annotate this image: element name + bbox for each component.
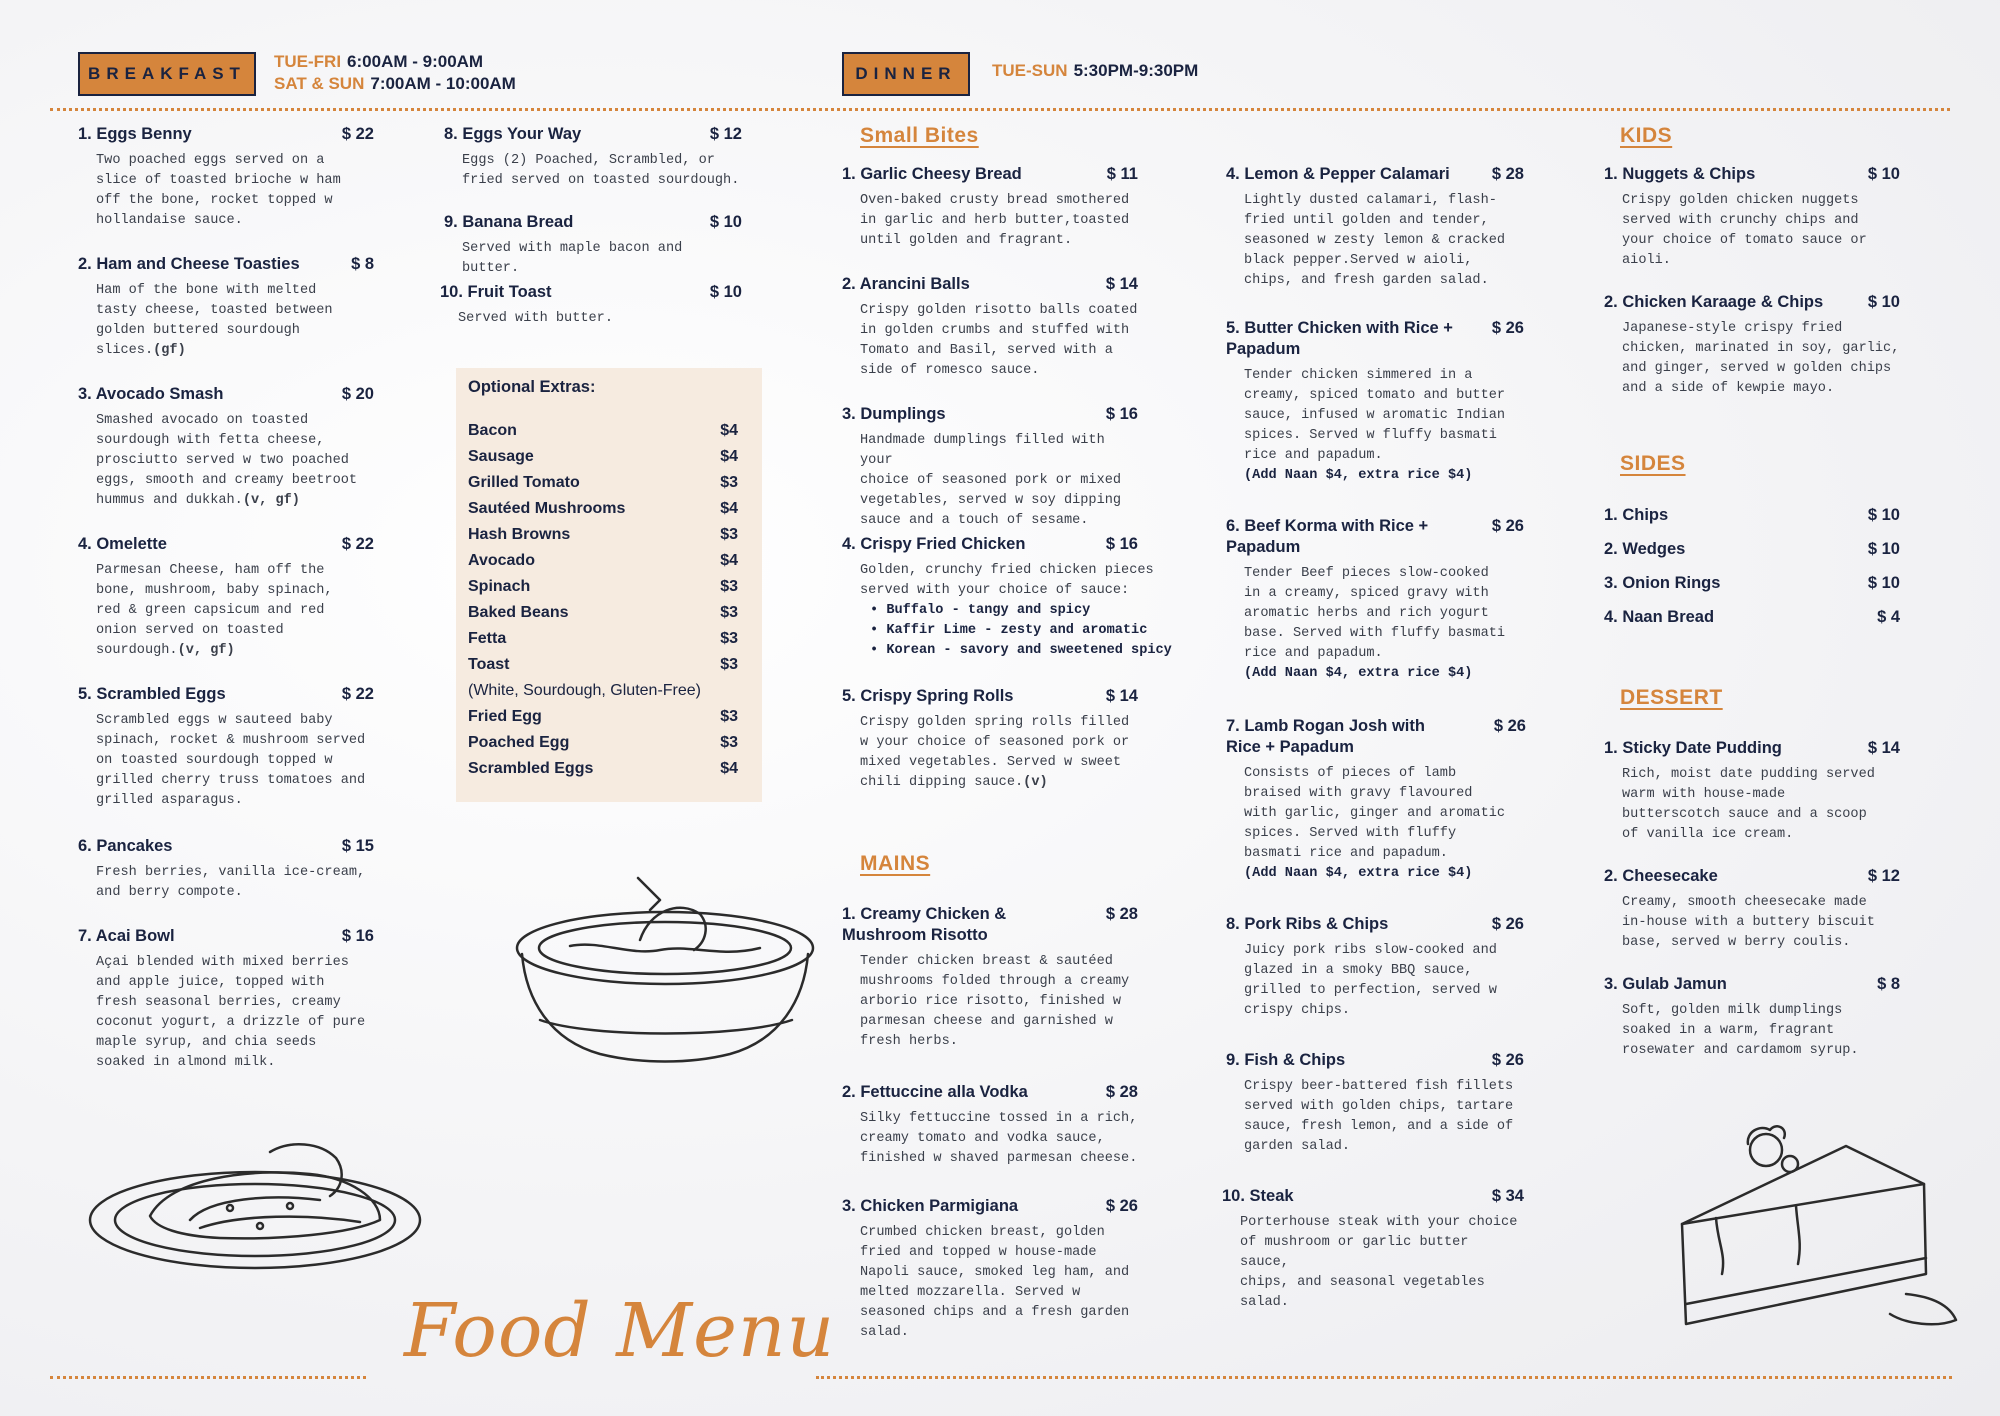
extra-name: Bacon — [468, 422, 517, 439]
add-on-note: (Add Naan $4, extra rice $4) — [1244, 666, 1473, 681]
item-price: $ 8 — [351, 255, 374, 273]
item-description: Tender Beef pieces slow-cooked in a creamy, spiced gravy with aromatic herbs and rich yogurt base. Served with fluffy basmati rice and papadum. — [1244, 566, 1506, 661]
item-description: Japanese-style crispy fried chicken, marinated in soy, garlic, and ginger, served w golden chips and a side of kewpie mayo. — [1622, 321, 1900, 396]
hours-days: SAT & SUN — [274, 74, 365, 93]
mains-item — [1226, 516, 1524, 684]
mains-item — [1226, 914, 1524, 1021]
item-name: 8. Eggs Your Way — [444, 125, 582, 143]
item-desc-text: Crispy golden spring rolls filled w your choice of seasoned pork or mixed vegetables. Served w sweet chili dipping sauce. — [860, 715, 1130, 790]
diet-tag: (v, gf) — [177, 643, 235, 658]
item-description: Porterhouse steak with your choice of mushroom or garlic butter sauce, chips, and seasonal vegetables salad. — [1240, 1215, 1518, 1310]
item-description: Two poached eggs served on a slice of toasted brioche w ham off the bone, rocket topped w hollandaise sauce. — [96, 153, 341, 228]
cheesecake-slice-illustration — [1676, 1124, 1966, 1344]
extra-price: $4 — [720, 448, 738, 465]
extra-row — [468, 524, 738, 546]
sides-item — [1604, 540, 1900, 559]
extra-price: $3 — [720, 656, 738, 673]
breakfast-item — [78, 124, 374, 231]
item-description: Golden, crunchy fried chicken pieces served with your choice of sauce: — [860, 563, 1154, 598]
section-title-small-bites: Small Bites — [860, 124, 979, 147]
item-description — [860, 713, 1138, 793]
item-price: $ 28 — [1491, 165, 1524, 183]
kids-item — [1604, 164, 1900, 271]
item-description: Consists of pieces of lamb braised with gravy flavoured with garlic, ginger and aromatic spices. Served with fluffy basmati rice and papadum. — [1244, 766, 1506, 861]
item-price: $ 20 — [341, 385, 374, 403]
extra-price: $3 — [720, 578, 738, 595]
hours-time: 5:30PM-9:30PM — [1073, 61, 1199, 80]
item-name: 4. Lemon & Pepper Calamari — [1226, 165, 1450, 183]
breakfast-item — [78, 254, 374, 361]
footer-divider-right — [816, 1376, 1952, 1379]
sauce-option: • Kaffir Lime - zesty and aromatic — [870, 623, 1148, 638]
extra-name: Grilled Tomato — [468, 474, 580, 491]
item-name: 5. Scrambled Eggs — [78, 685, 226, 703]
optional-extras-panel — [456, 368, 762, 802]
item-name: 3. Chicken Parmigiana — [842, 1197, 1019, 1215]
item-name: 9. Fish & Chips — [1226, 1051, 1346, 1069]
item-name: 6. Beef Korma with Rice + Papadum — [1226, 517, 1429, 556]
item-name: 9. Banana Bread — [444, 213, 574, 231]
extra-name: Sautéed Mushrooms — [468, 500, 626, 517]
extra-row — [468, 654, 738, 676]
item-price: $ 22 — [341, 535, 374, 553]
item-name: 3. Dumplings — [842, 405, 946, 423]
header-divider — [50, 108, 1950, 111]
item-description: Crispy golden chicken nuggets served with crunchy chips and your choice of tomato sauce or aioli. — [1622, 193, 1867, 268]
item-price: $ 4 — [1877, 608, 1900, 626]
item-description: Oven-baked crusty bread smothered in garlic and herb butter,toasted until golden and fragrant. — [860, 193, 1130, 248]
item-description: Silky fettuccine tossed in a rich, creamy tomato and vodka sauce, finished w shaved parmesan cheese. — [860, 1111, 1138, 1166]
extra-name: Spinach — [468, 578, 531, 595]
item-name: 1. Eggs Benny — [78, 125, 192, 143]
item-price: $ 10 — [1867, 574, 1900, 592]
sauce-option: • Korean - savory and sweetened spicy — [870, 643, 1172, 658]
mains-item — [1226, 164, 1524, 291]
item-name: 1. Nuggets & Chips — [1604, 165, 1756, 183]
hours-time: 6:00AM - 9:00AM — [347, 52, 484, 71]
item-description: Fresh berries, vanilla ice-cream, and berry compote. — [96, 865, 366, 900]
kids-item — [1604, 292, 1900, 399]
item-description: Açai blended with mixed berries and apple juice, topped with fresh seasonal berries, creamy coconut yogurt, a drizzle of pure maple syrup, and chia seeds soaked in almond milk. — [96, 955, 366, 1070]
extra-row — [468, 758, 738, 780]
item-description: Scrambled eggs w sauteed baby spinach, rocket & mushroom served on toasted sourdough topped w grilled cherry truss tomatoes and grilled asparagus. — [96, 713, 366, 808]
item-price: $ 16 — [341, 927, 374, 945]
item-name: 2. Chicken Karaage & Chips — [1604, 293, 1824, 311]
item-price: $ 14 — [1867, 739, 1900, 757]
item-description: Handmade dumplings filled with your choice of seasoned pork or mixed vegetables, served w soy dipping sauce and a touch of sesame. — [860, 433, 1122, 528]
add-on-note: (Add Naan $4, extra rice $4) — [1244, 866, 1473, 881]
extra-price: $3 — [720, 734, 738, 751]
item-name: 4. Naan Bread — [1604, 608, 1715, 626]
item-name: 3. Gulab Jamun — [1604, 975, 1727, 993]
item-description: Served with butter. — [458, 311, 613, 326]
item-price: $ 12 — [709, 125, 742, 143]
item-description: Crispy golden risotto balls coated in golden crumbs and stuffed with Tomato and Basil, served with a side of romesco sauce. — [860, 303, 1138, 378]
breakfast-item — [78, 534, 374, 661]
sides-item — [1604, 608, 1900, 627]
item-price: $ 28 — [1105, 1083, 1138, 1101]
add-on-note: (Add Naan $4, extra rice $4) — [1244, 468, 1473, 483]
item-description — [96, 281, 374, 361]
item-price: $ 10 — [1867, 293, 1900, 311]
item-description: Tender chicken breast & sautéed mushrooms folded through a creamy arborio rice risotto, finished w parmesan cheese and garnished w fresh herbs. — [860, 954, 1130, 1049]
extra-row — [468, 420, 738, 442]
item-price: $ 12 — [1867, 867, 1900, 885]
mains-item — [1222, 1186, 1524, 1313]
extra-price: $4 — [720, 552, 738, 569]
item-price: $ 16 — [1105, 405, 1138, 423]
item-name: 1. Sticky Date Pudding — [1604, 739, 1782, 757]
extra-name: Avocado — [468, 552, 535, 569]
item-name: 1. Creamy Chicken & Mushroom Risotto — [842, 905, 1007, 944]
extras-title: Optional Extras: — [468, 378, 596, 396]
item-price: $ 10 — [1867, 506, 1900, 524]
dinner-badge: DINNER — [842, 52, 970, 96]
breakfast-item — [78, 684, 374, 811]
sauce-option: • Buffalo - tangy and spicy — [870, 603, 1091, 618]
diet-tag: (v, gf) — [242, 493, 300, 508]
item-price: $ 22 — [341, 125, 374, 143]
hours-days: TUE-FRI — [274, 52, 342, 71]
item-description: Soft, golden milk dumplings soaked in a warm, fragrant rosewater and cardamom syrup. — [1622, 1003, 1859, 1058]
extra-row — [468, 472, 738, 494]
item-price: $ 22 — [341, 685, 374, 703]
extra-price: $4 — [720, 500, 738, 517]
mains-item — [1226, 318, 1524, 486]
item-price: $ 28 — [1105, 905, 1138, 923]
breakfast-item — [444, 124, 742, 191]
item-description: Rich, moist date pudding served warm with house-made butterscotch sauce and a scoop of vanilla ice cream. — [1622, 767, 1875, 842]
breakfast-item — [440, 282, 742, 329]
extra-name: Fried Egg — [468, 708, 542, 725]
item-name: 2. Wedges — [1604, 540, 1686, 558]
breakfast-badge: BREAKFAST — [78, 52, 256, 96]
item-name: 10. Steak — [1222, 1187, 1294, 1205]
section-title-sides: SIDES — [1620, 452, 1686, 475]
item-desc-text: Smashed avocado on toasted sourdough with fetta cheese, prosciutto served w two poached eggs, smooth and creamy beetroot hummus and dukkah. — [96, 413, 358, 508]
extra-price: $3 — [720, 604, 738, 621]
dessert-item — [1604, 738, 1900, 845]
dinner-hours — [992, 60, 1198, 82]
item-desc-text: Ham of the bone with melted tasty cheese, toasted between golden buttered sourdough slices. — [96, 283, 333, 358]
item-name: 3. Avocado Smash — [78, 385, 224, 403]
extra-price: $3 — [720, 474, 738, 491]
mains-item — [842, 1196, 1138, 1343]
item-name: 7. Lamb Rogan Josh with Rice + Papadum — [1226, 717, 1425, 756]
item-name: 1. Garlic Cheesy Bread — [842, 165, 1022, 183]
sides-item — [1604, 506, 1900, 525]
extra-price: $3 — [720, 526, 738, 543]
item-price: $ 26 — [1493, 717, 1526, 735]
item-description: Juicy pork ribs slow-cooked and glazed in a smoky BBQ sauce, grilled to perfection, served w crispy chips. — [1244, 943, 1497, 1018]
breakfast-item — [78, 384, 374, 511]
item-price: $ 14 — [1105, 687, 1138, 705]
item-description: Served with maple bacon and butter. — [462, 241, 683, 276]
breakfast-hours — [274, 51, 516, 95]
item-name: 3. Onion Rings — [1604, 574, 1721, 592]
small-bites-item — [842, 534, 1202, 661]
item-price: $ 14 — [1105, 275, 1138, 293]
small-bites-item — [842, 404, 1138, 531]
item-price: $ 10 — [1867, 540, 1900, 558]
item-name: 5. Butter Chicken with Rice + Papadum — [1226, 319, 1453, 358]
item-price: $ 26 — [1105, 1197, 1138, 1215]
small-bites-item — [842, 686, 1138, 793]
item-name: 2. Cheesecake — [1604, 867, 1718, 885]
item-name: 6. Pancakes — [78, 837, 173, 855]
extra-name: Hash Browns — [468, 526, 571, 543]
footer-divider-left — [50, 1376, 366, 1379]
extra-price: $4 — [720, 760, 738, 777]
diet-tag: (gf) — [153, 343, 186, 358]
mains-item — [842, 904, 1138, 1052]
extra-name: Baked Beans — [468, 604, 569, 621]
extra-row — [468, 628, 738, 650]
section-title-mains: MAINS — [860, 852, 931, 875]
extra-name: Scrambled Eggs — [468, 760, 594, 777]
toast-note: (White, Sourdough, Gluten-Free) — [468, 682, 701, 699]
small-bites-item — [842, 274, 1138, 381]
extra-price: $3 — [720, 630, 738, 647]
menu-title: Food Menu — [404, 1288, 836, 1374]
extra-name: Poached Egg — [468, 734, 570, 751]
hours-time: 7:00AM - 10:00AM — [370, 74, 516, 93]
breakfast-item — [444, 212, 742, 279]
item-name: 1. Chips — [1604, 506, 1669, 524]
item-price: $ 10 — [1867, 165, 1900, 183]
sides-item — [1604, 574, 1900, 593]
dessert-item — [1604, 974, 1900, 1061]
item-price: $ 11 — [1106, 165, 1138, 183]
item-price: $ 16 — [1105, 535, 1138, 553]
item-price: $ 26 — [1491, 915, 1524, 933]
mains-item — [1226, 1050, 1524, 1157]
item-name: 2. Fettuccine alla Vodka — [842, 1083, 1028, 1101]
extra-row — [468, 446, 738, 468]
dessert-item — [1604, 866, 1900, 953]
extra-price: $4 — [720, 422, 738, 439]
omelette-plate-illustration — [80, 1128, 430, 1278]
diet-tag: (v) — [1023, 775, 1048, 790]
item-price: $ 26 — [1491, 517, 1524, 535]
mains-item — [842, 1082, 1138, 1169]
item-price: $ 26 — [1491, 319, 1524, 337]
extra-row — [468, 550, 738, 572]
section-title-kids: KIDS — [1620, 124, 1673, 147]
item-name: 4. Omelette — [78, 535, 167, 553]
item-description — [96, 561, 374, 661]
small-bites-item — [842, 164, 1138, 251]
curry-bowl-illustration — [510, 870, 820, 1070]
item-price: $ 8 — [1877, 975, 1900, 993]
extra-name: Fetta — [468, 630, 507, 647]
item-name: 2. Arancini Balls — [842, 275, 970, 293]
item-price: $ 15 — [341, 837, 374, 855]
extra-name: Toast — [468, 656, 510, 673]
breakfast-item — [78, 926, 374, 1073]
extra-row — [468, 576, 738, 598]
extra-name: Sausage — [468, 448, 534, 465]
breakfast-item — [78, 836, 374, 903]
extra-row — [468, 706, 738, 728]
item-description: Tender chicken simmered in a creamy, spiced tomato and butter sauce, infused w aromatic Indian spices. Served w fluffy basmati rice and papadum. — [1244, 368, 1506, 463]
item-description — [96, 411, 374, 511]
item-description: Creamy, smooth cheesecake made in-house with a buttery biscuit base, served w berry coulis. — [1622, 895, 1875, 950]
item-name: 2. Ham and Cheese Toasties — [78, 255, 300, 273]
item-name: 10. Fruit Toast — [440, 283, 552, 301]
item-description: Crumbed chicken breast, golden fried and topped w house-made Napoli sauce, smoked leg ham, and melted mozzarella. Served w seasoned chips and a fresh garden salad. — [860, 1225, 1130, 1340]
item-description: Crispy beer-battered fish fillets served with golden chips, tartare sauce, fresh lemon, and a side of garden salad. — [1244, 1079, 1514, 1154]
section-title-dessert: DESSERT — [1620, 686, 1723, 709]
item-description: Eggs (2) Poached, Scrambled, or fried served on toasted sourdough. — [462, 153, 740, 188]
hours-days: TUE-SUN — [992, 61, 1068, 80]
item-name: 4. Crispy Fried Chicken — [842, 535, 1026, 553]
item-name: 7. Acai Bowl — [78, 927, 175, 945]
item-price: $ 26 — [1491, 1051, 1524, 1069]
item-price: $ 34 — [1491, 1187, 1524, 1205]
extra-row — [468, 498, 738, 520]
extra-row — [468, 602, 738, 624]
item-name: 5. Crispy Spring Rolls — [842, 687, 1014, 705]
item-name: 8. Pork Ribs & Chips — [1226, 915, 1389, 933]
item-desc-text: Parmesan Cheese, ham off the bone, mushroom, baby spinach, red & green capsicum and red onion served on toasted sourdough. — [96, 563, 333, 658]
item-price: $ 10 — [709, 283, 742, 301]
extra-row — [468, 732, 738, 754]
extra-price: $3 — [720, 708, 738, 725]
item-description: Lightly dusted calamari, flash- fried until golden and tender, seasoned w zesty lemon & cracked black pepper.Served w aioli, chips, and fresh garden salad. — [1244, 193, 1506, 288]
item-price: $ 10 — [709, 213, 742, 231]
mains-item — [1226, 716, 1526, 884]
